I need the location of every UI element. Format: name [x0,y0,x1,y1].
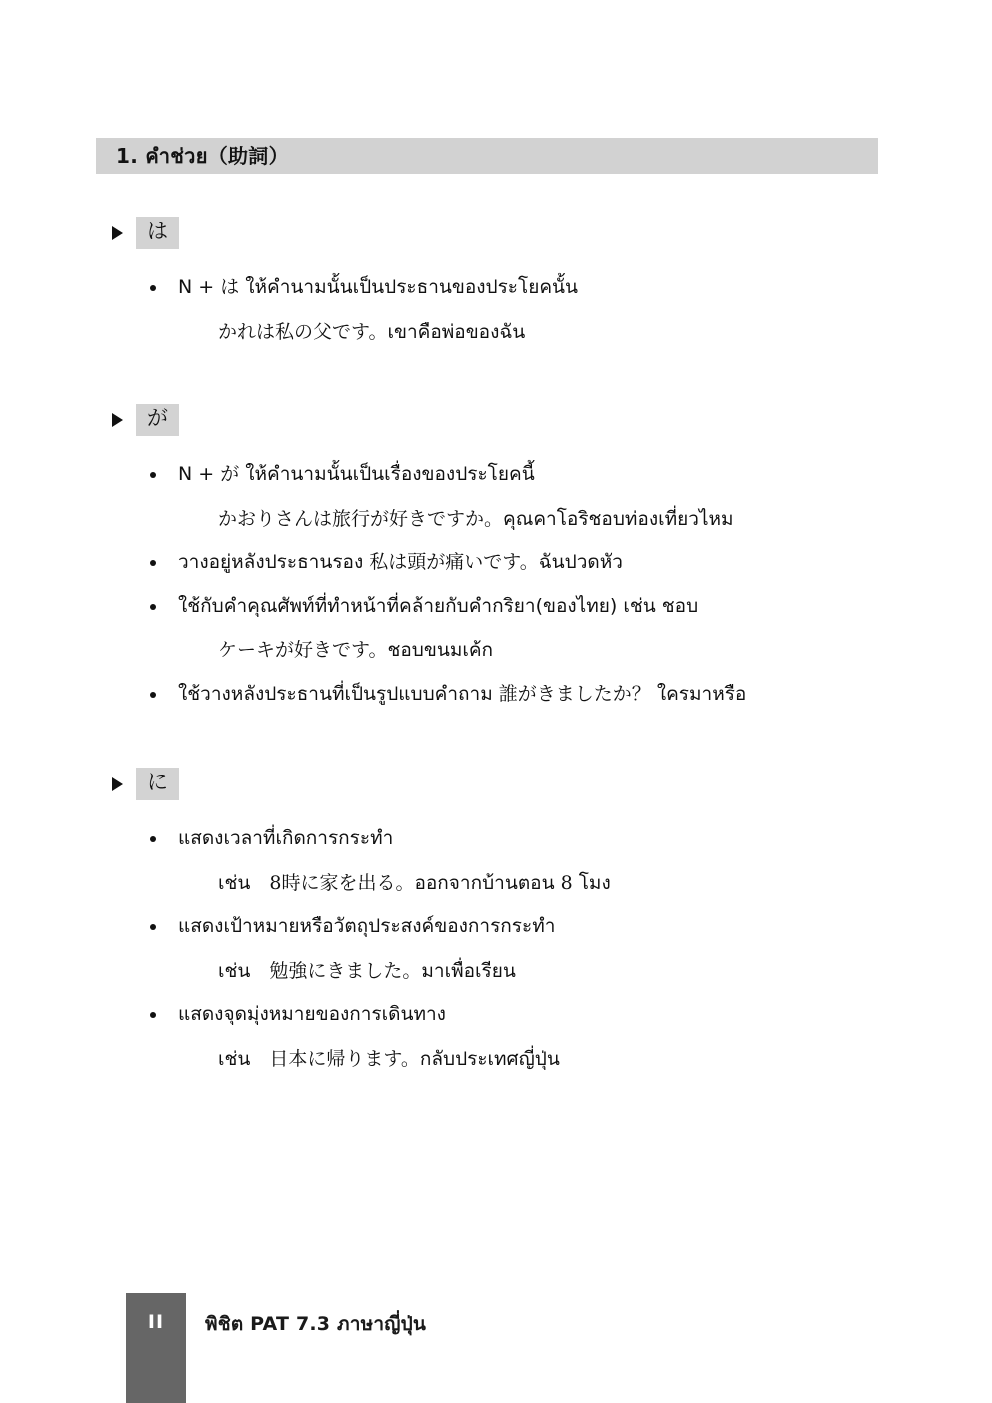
rule-item [150,461,970,489]
bullet-dot-icon [150,285,156,291]
particle-section [110,769,970,1073]
rule-text: แสดงเป้าหมายหรือวัตถุประสงค์ของการกระทำ [178,915,556,938]
footer-book-title: พิชิต PAT 7.3 ภาษาญี่ปุ่น [205,1313,427,1335]
bullet-dot-icon [150,692,156,698]
particle-heading [110,769,970,799]
triangle-right-icon [110,412,124,428]
bullet-dot-icon [150,1012,156,1018]
rule-item [150,549,970,577]
rule-item [150,825,970,853]
particle-chip: は [136,217,179,249]
example-sentence: ケーキが好きです。ชอบขนมเค้ก [218,639,494,662]
particle-section [110,405,970,708]
particle-chip: に [136,768,179,800]
bullet-dot-icon [150,604,156,610]
example-sentence: เช่น 勉強にきました。มาเพื่อเรียน [218,959,516,982]
rule-text: แสดงเวลาที่เกิดการกระทำ [178,827,394,849]
rule-text: แสดงจุดมุ่งหมายของการเดินทาง [178,1003,446,1026]
example-sentence: かれは私の父です。เขาคือพ่อของฉัน [218,320,526,343]
rule-item [150,913,970,941]
particle-heading [110,405,970,435]
example-sentence: かおりさんは旅行が好きですか。คุณคาโอริชอบท่องเที่ยวไหม [218,507,734,530]
footer-chapter-marker: II [126,1293,186,1403]
triangle-right-icon [110,776,124,792]
triangle-right-icon [110,225,124,241]
rule-item [150,681,970,709]
rule-text: ใช้วางหลังประธานที่เป็นรูปแบบคำถาม 誰がきましたか？ ใครมาหรือ [178,682,747,705]
page-content [0,68,992,1293]
bullet-dot-icon [150,836,156,842]
rule-item [150,593,970,621]
page-title: 1. คำช่วย（助詞） [96,138,878,174]
rule-item [150,274,970,302]
bullet-dot-icon [150,924,156,930]
rule-text: N + が ให้คำนามนั้นเป็นเรื่องของประโยคนี้ [178,463,535,485]
particle-chip: が [136,404,179,436]
rule-text: N + は ให้คำนามนั้นเป็นประธานของประโยคนั้น [178,276,579,298]
particle-section [110,218,970,346]
rule-item [150,1001,970,1029]
example-sentence: เช่น 8時に家を出る。ออกจากบ้านตอน 8 โมง [218,871,611,894]
bullet-dot-icon [150,560,156,566]
decorative-lattice-band-top [0,0,992,68]
bullet-dot-icon [150,472,156,478]
rule-text: วางอยู่หลังประธานรอง 私は頭が痛いです。ฉันปวดหัว [178,551,623,574]
example-sentence: เช่น 日本に帰ります。กลับประเทศญี่ปุ่น [218,1047,560,1070]
particle-heading [110,218,970,248]
rule-text: ใช้กับคำคุณศัพท์ที่ทำหน้าที่คล้ายกับคำกริยา(ของไทย) เช่น ชอบ [178,594,699,617]
